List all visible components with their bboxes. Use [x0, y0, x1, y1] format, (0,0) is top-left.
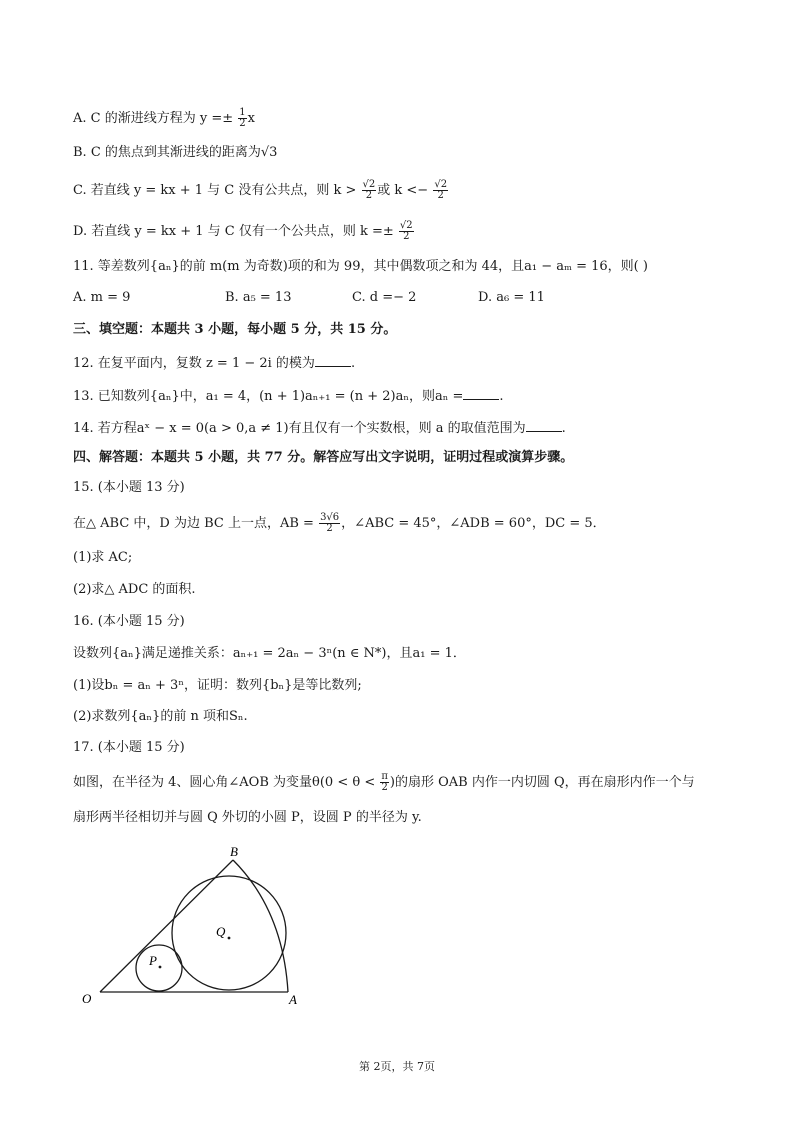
fraction: $\frac{1}{2}$	[239, 107, 246, 129]
fraction: $\frac{√2}{2}$	[399, 220, 413, 242]
q13: 13. 已知数列{aₙ}中，a₁ = 4，(n + 1)aₙ₊₁ = (n + 2)aₙ，则aₙ = .	[73, 389, 504, 404]
q11-option-d: D. a₆ = 11	[478, 290, 545, 305]
label-q: Q	[216, 924, 226, 939]
q10-option-d: D. 若直线 y = kx + 1 与 C 仅有一个公共点，则 k =± $\frac{√2}{2}$	[73, 220, 413, 242]
sector-figure	[70, 840, 320, 1015]
label-a: A	[289, 992, 297, 1007]
center-q	[228, 937, 231, 940]
section-heading: 四、解答题：本题共 5 小题，共 77 分。解答应写出文字说明，证明过程或演算步骤。	[73, 450, 574, 465]
q15-heading: 15. (本小题 13 分)	[73, 480, 185, 495]
answer-blank	[526, 419, 562, 432]
fraction: $\frac{\pi}{2}$	[381, 771, 388, 793]
q10-option-a: A. C 的渐进线方程为 y =± $\frac{1}{2}$ x	[73, 107, 255, 129]
fraction: $\frac{√2}{2}$	[362, 179, 376, 201]
page-footer: 第 2页，共 7页	[359, 1060, 435, 1073]
q16-part-2: (2)求数列{aₙ}的前 n 项和Sₙ.	[73, 709, 248, 724]
q11-option-c: C. d =− 2	[352, 290, 417, 305]
label-p: P	[149, 953, 157, 968]
q17-stem-line-1: 如图，在半径为 4、圆心角∠AOB 为变量θ(0 < θ < $\frac{\pi}{2}$ )的扇形 OAB 内作一内切圆 Q，再在扇形内作一个与	[73, 771, 695, 793]
q17-heading: 17. (本小题 15 分)	[73, 740, 185, 755]
q10-option-b: B. C 的焦点到其渐进线的距离为√3	[73, 145, 278, 160]
q12: 12. 在复平面内，复数 z = 1 − 2i 的模为 .	[73, 356, 356, 371]
radius-ob	[100, 860, 233, 992]
q16-part-1: (1)设bₙ = aₙ + 3ⁿ，证明：数列{bₙ}是等比数列;	[73, 678, 362, 693]
q11-option-b: B. a₅ = 13	[225, 290, 292, 305]
label-o: O	[82, 991, 92, 1006]
answer-blank	[463, 387, 499, 400]
q14: 14. 若方程aˣ − x = 0(a > 0,a ≠ 1)有且仅有一个实数根，则 a 的取值范围为 .	[73, 421, 566, 436]
center-p	[159, 966, 162, 969]
q16-stem: 设数列{aₙ}满足递推关系：aₙ₊₁ = 2aₙ − 3ⁿ(n ∈ N*)，且a₁ = 1．	[73, 646, 466, 661]
answer-blank	[315, 354, 351, 367]
circle-q	[172, 876, 286, 990]
q11-option-a: A. m = 9	[73, 290, 131, 305]
q11-stem: 11. 等差数列{aₙ}的前 m(m 为奇数)项的和为 99，其中偶数项之和为 44，且a₁ − aₘ = 16，则( )	[73, 259, 648, 274]
q15-part-2: (2)求△ ADC 的面积.	[73, 582, 196, 597]
fraction: $\frac{√2}{2}$	[434, 179, 448, 201]
circle-p	[136, 945, 182, 991]
q17-stem-line-2: 扇形两半径相切并与圆 Q 外切的小圆 P，设圆 P 的半径为 y.	[73, 810, 422, 825]
label-b: B	[230, 844, 238, 859]
q10-option-c: C. 若直线 y = kx + 1 与 C 没有公共点，则 k > $\frac{√2}{2}$ 或 k <− $\frac{√2}{2}$	[73, 179, 448, 201]
q15-stem: 在△ ABC 中，D 为边 BC 上一点，AB = $\frac{3√6}{2}$ ，∠ABC = 45°，∠ADB = 60°，DC = 5．	[73, 512, 606, 534]
fraction: $\frac{3√6}{2}$	[320, 512, 340, 534]
sector-arc	[233, 860, 288, 992]
section-heading: 三、填空题：本题共 3 小题，每小题 5 分，共 15 分。	[73, 322, 397, 337]
q16-heading: 16. (本小题 15 分)	[73, 614, 185, 629]
q15-part-1: (1)求 AC;	[73, 550, 133, 565]
